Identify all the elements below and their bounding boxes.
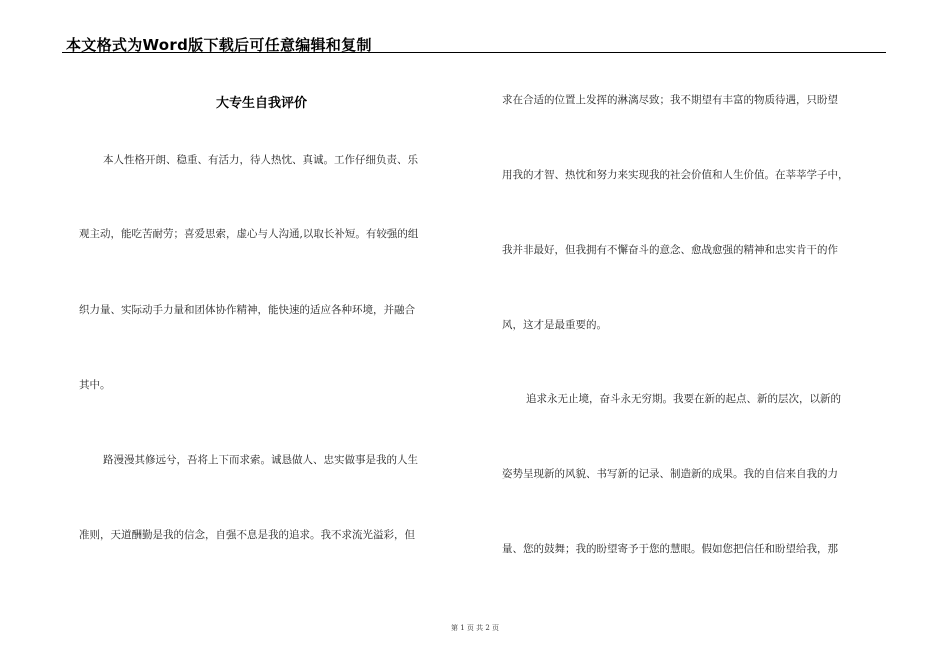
right-line-2: 用我的才智、热忱和努力来实现我的社会价值和人生价值。在莘莘学子中， <box>502 169 849 181</box>
right-line-5: 追求永无止境，奋斗永无穷期。我要在新的起点、新的层次，以新的 <box>526 393 841 405</box>
right-line-4: 风，这才是最重要的。 <box>502 319 607 331</box>
right-line-7: 量、您的鼓舞；我的盼望寄予于您的慧眼。假如您把信任和盼望给我，那 <box>502 543 838 555</box>
document-title: 大专生自我评价 <box>216 96 308 111</box>
left-line-4: 其中。 <box>79 379 111 391</box>
header-title: 本文格式为Word版下载后可任意编辑和复制 <box>66 36 372 54</box>
header-divider <box>62 52 886 53</box>
right-line-1: 求在合适的位置上发挥的淋漓尽致；我不期望有丰富的物质待遇，只盼望 <box>502 94 838 106</box>
page-number: 第 1 页 共 2 页 <box>450 624 500 632</box>
left-line-5: 路漫漫其修远兮，吾将上下而求索。诚恳做人、忠实做事是我的人生 <box>103 454 418 466</box>
right-line-6: 姿势呈现新的风貌、书写新的记录、制造新的成果。我的自信来自我的力 <box>502 468 838 480</box>
right-line-3: 我并非最好，但我拥有不懈奋斗的意念、愈战愈强的精神和忠实肯干的作 <box>502 244 838 256</box>
left-line-6: 准则，天道酬勤是我的信念，自强不息是我的追求。我不求流光溢彩，但 <box>79 529 415 541</box>
left-line-3: 织力量、实际动手力量和团体协作精神，能快速的适应各种环境，并融合 <box>79 304 415 316</box>
left-line-1: 本人性格开朗、稳重、有活力，待人热忱、真诚。工作仔细负责、乐 <box>103 154 418 166</box>
left-line-2: 观主动，能吃苦耐劳；喜爱思索，虚心与人沟通,以取长补短。有较强的组 <box>79 228 419 240</box>
